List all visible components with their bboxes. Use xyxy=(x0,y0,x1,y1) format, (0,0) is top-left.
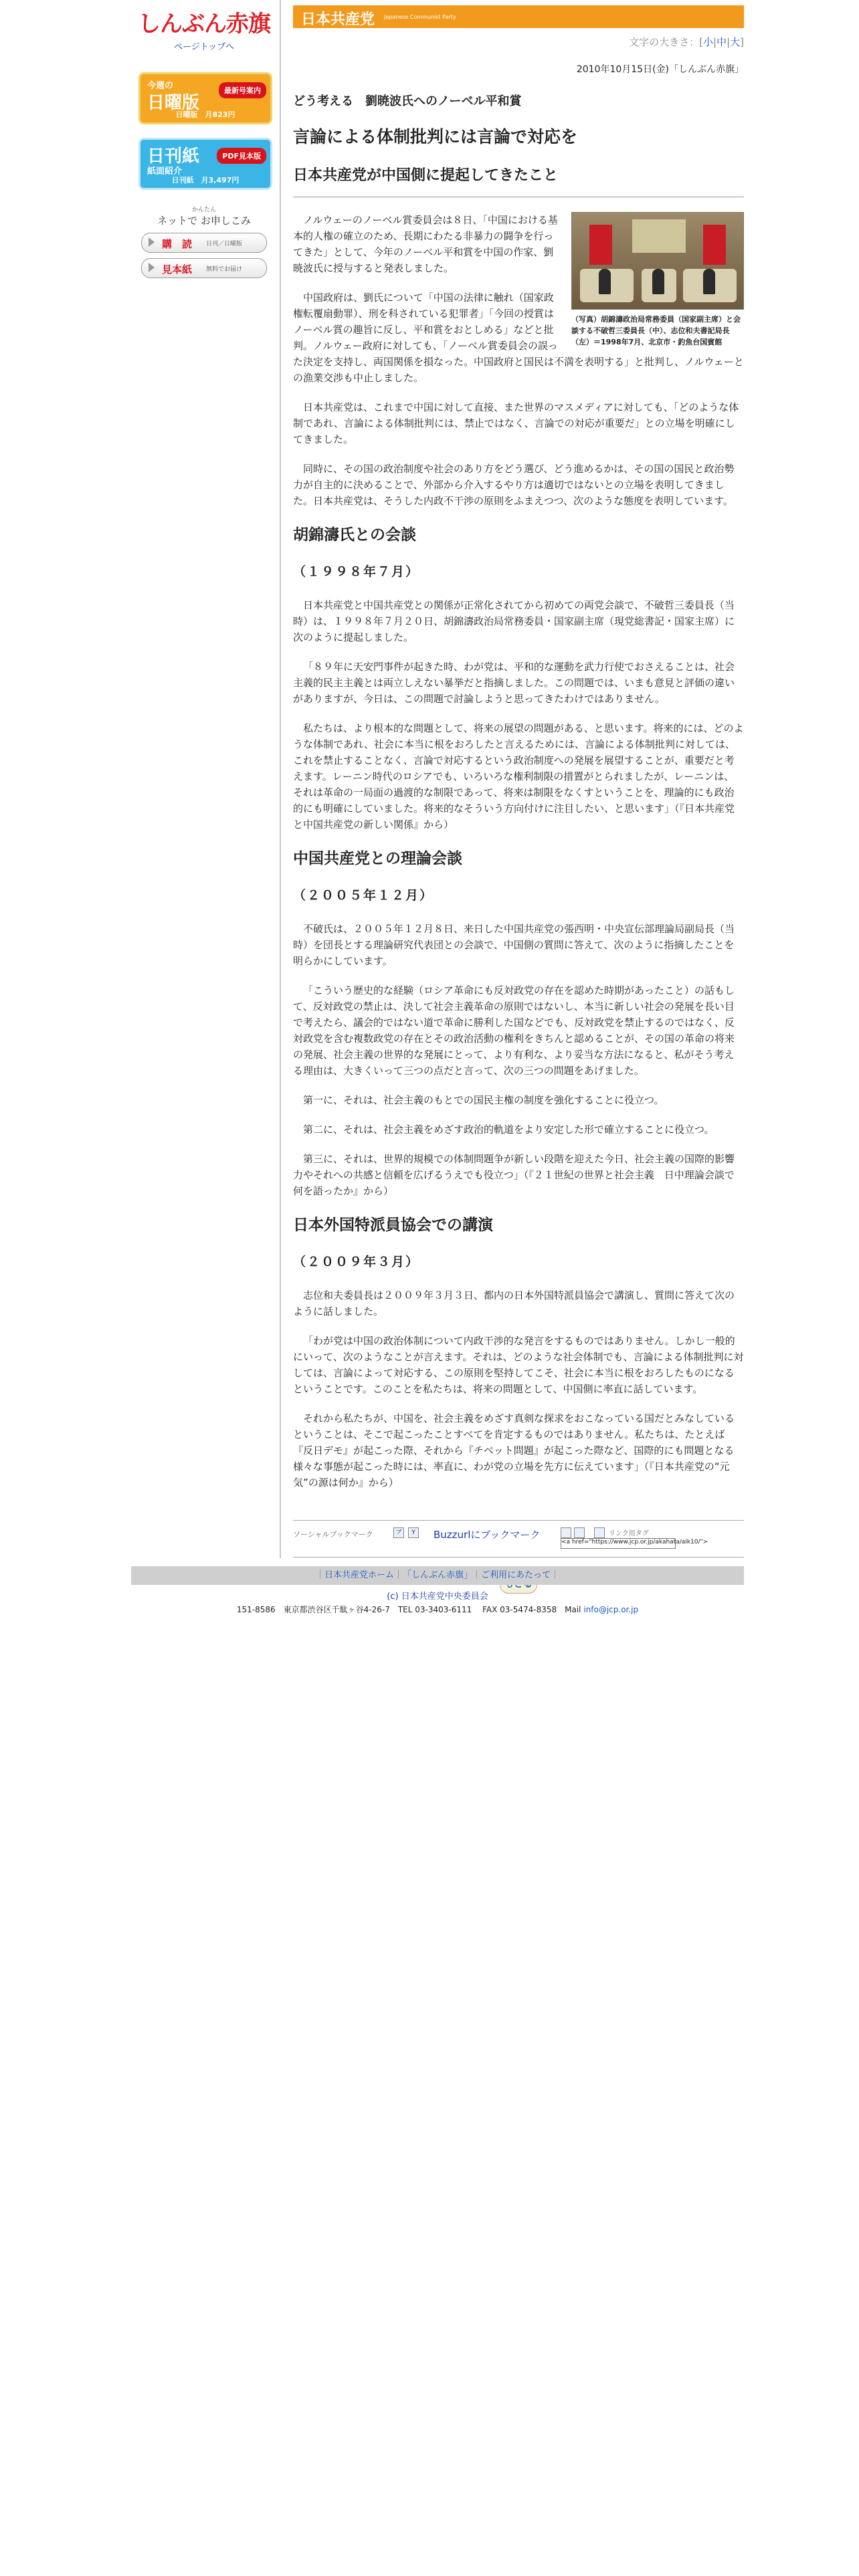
issue-date: 2010年10月15日(金)「しんぶん赤旗」 xyxy=(576,64,744,75)
paragraph: 日本共産党は、これまで中国に対して直接、また世界のマスメディアに対しても、「どのような体制であれ、言論による体制批判には、禁止ではなく、言論での対応が重要だ」との立場を明確にしてきました。 xyxy=(293,401,739,445)
latest-issue-button[interactable]: 最新号案内 xyxy=(219,82,266,98)
photo-caption: （写真）胡錦濤政治局常務委員（国家副主席）と会談する不破哲三委員長（中）、志位和夫書記局長（左）＝1998年7月、北京市・釣魚台国賓館 xyxy=(571,315,741,346)
meeting-photo xyxy=(571,212,744,310)
sample-label: 見本紙 xyxy=(162,263,193,276)
net-apply-heading xyxy=(137,205,271,227)
nikkan-promo[interactable] xyxy=(138,138,272,190)
pen-icon[interactable] xyxy=(574,1527,585,1538)
address-text: 151-8586 東京都渋谷区千駄ヶ谷4-26-7 TEL 03-3403-6111 FAX 03-5474-8358 Mail xyxy=(236,1605,581,1614)
paragraph: 同時に、その国の政治制度や社会のあり方をどう選び、どう進めるかは、その国の国民と政治勢力が自主的に決めることで、外部から介入するやり方は適切ではないとの立場を表明してきました。日本共産党は、そうした内政不干渉の原則をふまえつつ、次のような態度を表明しています。 xyxy=(293,463,735,507)
mail-link[interactable]: info@jcp.or.jp xyxy=(583,1605,639,1614)
nikkan-price: 日刊紙 月3,497円 xyxy=(171,176,240,185)
paragraph: 「こういう歴史的な経験（ロシア革命にも反対政党の存在を認めた時期があったこと）の話もして、反対政党の禁止は、決して社会主義革命の原則ではないし、本当に新しい社会の発展を長い目で考えたら、議会的ではない道で革命に勝利した国などでも、反対政党を禁止するのではなく、反対政党を含む複数政党の存在とその政治活動の権利をきちんと認めることが、その国の革命の将来の発展、社会主義の世界的な発展にとって、より有利な、より妥当な方法になると、私がそう考える理由は、大きくいって三つの点だと言って、次の三つの問題をあげました。 xyxy=(293,984,735,1077)
twitter-icon[interactable] xyxy=(594,1527,605,1538)
footer-nav: ｜日本共産党ホーム｜「しんぶん赤旗」｜ご利用にあたって｜ xyxy=(131,1566,744,1585)
link-tag-label: リンク用タグ xyxy=(609,1530,649,1537)
sample-sub: 無料でお届け xyxy=(206,266,243,273)
font-size-label: 文字の大きさ： xyxy=(629,36,700,48)
paragraph: 志位和夫委員長は２００９年３月３日、都内の日本外国特派員協会で講演し、質問に答えて次のように話しました。 xyxy=(293,1289,735,1317)
social-bookmark-label: ソーシャルブックマーク xyxy=(293,1530,373,1539)
net-apply-text: ネットで お申しこみ xyxy=(157,215,251,227)
photo-flag xyxy=(589,225,612,265)
page-top-link[interactable]: ページトップへ xyxy=(173,42,235,52)
footer-link-terms[interactable]: ご利用にあたって xyxy=(481,1570,551,1580)
subscribe-label: 購 読 xyxy=(162,238,193,250)
section-heading: 日本外国特派員協会での講演 xyxy=(293,1216,493,1234)
section-year: （２００５年１２月） xyxy=(293,888,434,903)
yahoo-bookmark-icon[interactable]: Y xyxy=(408,1527,419,1538)
nichiyo-price: 日曜版 月823円 xyxy=(175,110,235,119)
main-content xyxy=(293,5,744,1594)
paragraph: 「８９年に天安門事件が起きた時、わが党は、平和的な運動を武力行使でおさえることは、社会主義的民主主義とは両立しえない暴挙だと指摘しました。この問題では、いまも意見と評価の違いがありますが、今日は、この問題で討論しようと思ってきたわけではありません。 xyxy=(293,661,735,705)
footer-link-home[interactable]: 日本共産党ホーム xyxy=(324,1570,394,1580)
photo-person xyxy=(599,269,611,294)
nikkan-title: 日刊紙 xyxy=(147,146,200,167)
buzzurl-bookmark-link[interactable]: Buzzurlにブックマーク xyxy=(434,1529,541,1541)
font-size-selector: 文字の大きさ：[小|中|大] xyxy=(629,36,744,48)
section-year: （２００９年３月） xyxy=(293,1255,420,1269)
sidebar xyxy=(137,5,271,278)
article-title: 言論による体制批判には言論で対応を xyxy=(293,127,578,146)
section-year: （１９９８年７月） xyxy=(293,564,420,579)
paragraph: それから私たちが、中国を、社会主義をめざす真剣な探求をおこなっている国だとみなしているということは、そこで起こったことすべてを肯定するものではありません。私たちは、たとえば『反日デモ』が起こった際、それから『チベット問題』が起こった際など、国際的にも問題となる様々な事態が起こった時には、率直に、わが党の立場を先方に伝えています」（『日本共産党の“元気”の源は何か』から） xyxy=(293,1412,735,1489)
subscribe-button[interactable] xyxy=(141,233,267,253)
article-body xyxy=(293,212,744,1491)
font-size-small[interactable]: 小 xyxy=(702,36,713,48)
footer-address xyxy=(131,1604,744,1615)
paragraph: 第二に、それは、社会主義をめざす政治的軌道をより安定した形で確立することに役立つ。 xyxy=(303,1123,714,1136)
jcp-banner[interactable] xyxy=(293,5,744,28)
font-size-medium[interactable]: 中 xyxy=(717,36,727,48)
nichiyo-title: 日曜版 xyxy=(147,93,200,113)
article-subtitle: 日本共産党が中国側に提起してきたこと xyxy=(293,167,559,184)
pdf-sample-button[interactable]: PDF見本版 xyxy=(217,148,266,164)
banner-party-en: Japanese Communist Party xyxy=(384,14,456,20)
paragraph: 第一に、それは、社会主義のもとでの国民主権の制度を強化することに役立つ。 xyxy=(303,1094,664,1106)
banner-party-name: 日本共産党 xyxy=(301,11,375,28)
paragraph: 私たちは、より根本的な問題として、将来の展望の問題がある、と思います。将来的には、どのような体制であれ、社会に本当に根をおろしたと言えるためには、言論による体制批判に対しては、これを禁止することなく、言論で対応するという政治制度への発展を展望することが、重要だと考えます。レーニン時代のロシアでも、いろいろな権利制限の措置がとられましたが、レーニンは、それは革命の一局面の過渡的な制限であって、将来は制限をなくすということを、理論的にも政治的にも明確にしていました。将来的なそういう方向付けに注目したい、と思います」（『日本共産党と中国共産党の新しい関係』から） xyxy=(293,722,744,831)
paragraph: 不破氏は、２００５年１２月８日、来日した中国共産党の張西明・中央宣伝部理論局副局長（当時）を団長とする理論研究代表団との会談で、中国側の質問に答えて、次のように指摘したことを明らかにしています。 xyxy=(293,923,735,967)
link-tag-input[interactable]: <a href="https://www.jcp.or.jp/akahata/aik10/"> xyxy=(561,1538,676,1549)
social-bookmarks xyxy=(293,1520,744,1558)
paragraph: 第三に、それは、世界的規模での体制問題争が新しい段階を迎えた今日、社会主義の国際的影響力やそれへの共感と信頼を広げるうえでも役立つ」（『２１世紀の世界と社会主義 日中理論会談で何を語ったか』から） xyxy=(293,1153,735,1197)
akahata-logo[interactable] xyxy=(137,5,271,52)
font-size-large[interactable]: 大 xyxy=(730,36,741,48)
sidebar-divider xyxy=(280,0,281,1558)
hatena-bookmark-icon[interactable]: ブ xyxy=(393,1527,404,1538)
logo-text: しんぶん赤旗 xyxy=(138,11,270,37)
paragraph: ノルウェーのノーベル賞委員会は８日、「中国における基本的人権の確立のため、長期にわたる非暴力の闘争を行ってきた」として、今年のノーベル平和賞を中国の作家、劉暁波氏に授与すると発表しました。 xyxy=(293,214,558,274)
photo-person xyxy=(652,269,664,294)
net-apply-ruby: かんたん xyxy=(191,207,216,213)
copyright: (c) 日本共産党中央委員会 xyxy=(387,1592,488,1602)
arrow-right-icon xyxy=(149,237,155,247)
nichiyo-title-top: 今週の xyxy=(147,81,174,91)
paragraph: 中国政府は、劉氏について「中国の法律に触れ（国家政権転覆扇動罪）、刑を科されている犯罪者」「今回の授賞はノーベル賞の趣旨に反し、平和賞をおとしめる」などと批判。ノルウェー政府に対しても、「ノーベル賞委員会の誤った決定を支持し、両国関係を損なった。中国政府と国民は不満を表明する」と批判し、ノルウェーとの漁業交渉も中止しました。 xyxy=(293,292,744,384)
arrow-right-icon xyxy=(149,263,155,272)
article-kicker: どう考える 劉暁波氏へのノーベル平和賞 xyxy=(293,94,522,108)
section-heading: 胡錦濤氏との会談 xyxy=(293,526,416,544)
share-icon[interactable] xyxy=(561,1527,571,1538)
photo-wall xyxy=(632,219,686,253)
sample-paper-button[interactable] xyxy=(141,258,267,278)
nichiyo-promo[interactable] xyxy=(138,72,272,124)
paragraph: 日本共産党と中国共産党との関係が正常化されてから初めての両党会談で、不破哲三委員長（当時）は、１９９８年７月２０日、胡錦濤政治局常務委員・国家副主席（現党総書記・国家主席）に次のように提起しました。 xyxy=(293,599,735,643)
paragraph: 「わが党は中国の政治体制について内政干渉的な発言をするものではありません。しかし一般的にいって、次のようなことが言えます。それは、どのような社会体制でも、言論による体制批判に対しては、言論によって対応する、この原則を堅持してこそ、社会に本当に根をおろしたものになるということです。このことを私たちは、将来の問題として、中国側に率直に話しています。 xyxy=(293,1335,744,1395)
nikkan-title-sub: 紙面紹介 xyxy=(147,167,183,177)
subscribe-sub: 日刊／日曜版 xyxy=(206,241,243,247)
footer-link-akahata[interactable]: 「しんぶん赤旗」 xyxy=(402,1570,472,1580)
photo-person xyxy=(703,269,715,294)
section-heading: 中国共産党との理論会談 xyxy=(293,850,462,867)
article-photo xyxy=(571,212,744,348)
photo-flag xyxy=(703,225,726,265)
